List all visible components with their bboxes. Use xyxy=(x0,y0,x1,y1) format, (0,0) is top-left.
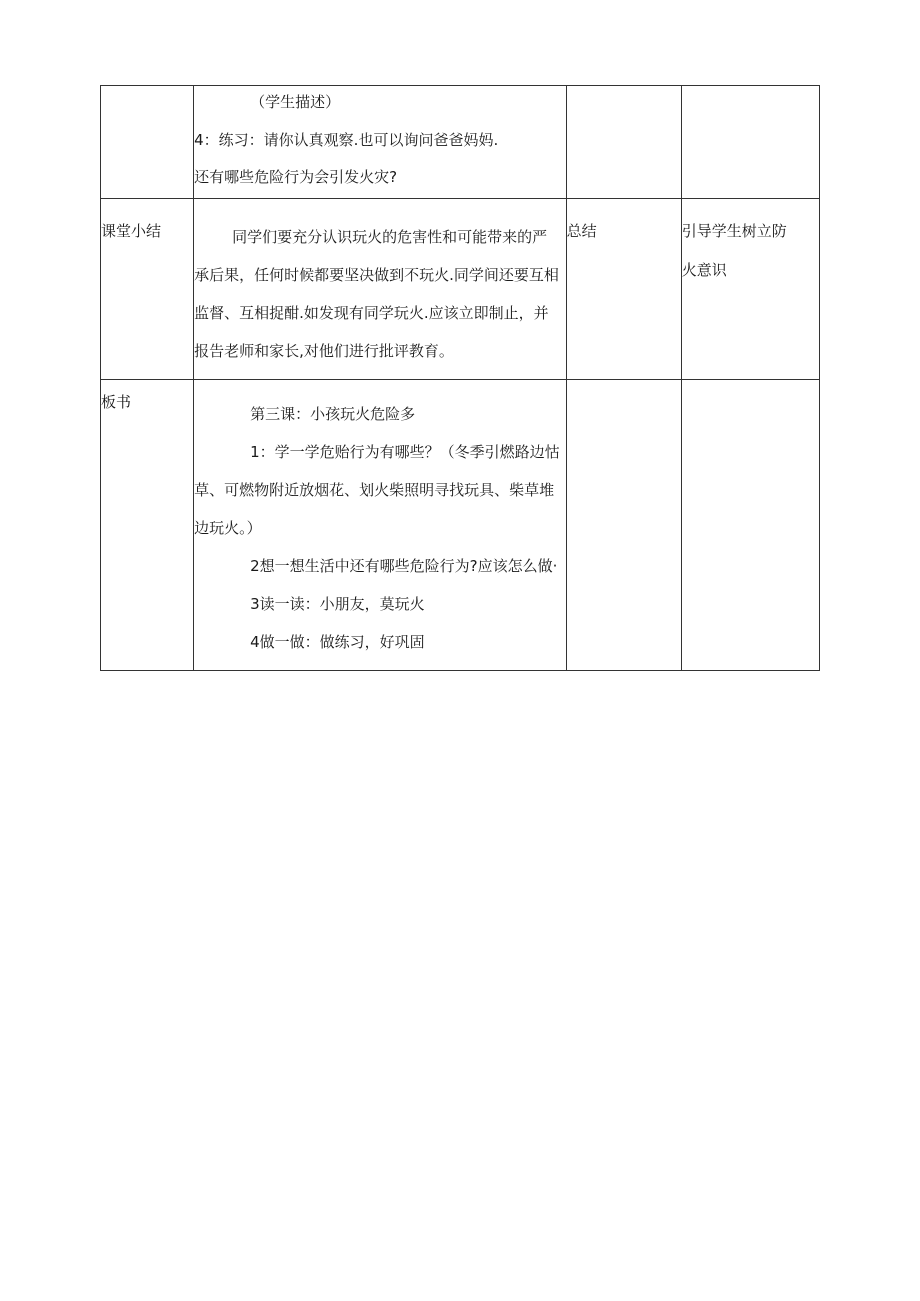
cell-activity-content xyxy=(194,86,567,199)
board-line-5: 2想一想生活中还有哪些危险行为?应该怎么做· xyxy=(250,557,558,575)
summary-line-4: 报告老师和家长,对他们进行批评教育。 xyxy=(194,342,454,360)
table-row-activity xyxy=(101,86,820,199)
summary-label-cell xyxy=(101,199,194,380)
table-row-board xyxy=(101,380,820,671)
board-line-6: 3读一读：小朋友，莫玩火 xyxy=(250,595,425,613)
board-line-7: 4做一做：做练习，好巩固 xyxy=(250,633,425,651)
table-row-summary xyxy=(101,199,820,380)
summary-line-2: 承后果，任何时候都要坚决做到不玩火.同学间还要互相 xyxy=(194,266,559,284)
board-line-4: 边玩火。） xyxy=(194,519,262,537)
board-content-cell xyxy=(194,380,567,671)
summary-col3-cell xyxy=(566,199,681,380)
board-line-2: 1：学一学危贻行为有哪些？（冬季引燃路边怙 xyxy=(250,443,560,461)
board-label: 板书 xyxy=(101,393,132,411)
summary-line-3: 监督、互相捉酣.如发现有同学玩火.应该立即制止，并 xyxy=(194,304,549,322)
summary-label: 课堂小结 xyxy=(101,222,162,240)
student-describe-text: （学生描述） xyxy=(250,93,341,111)
summary-col3-text: 总结 xyxy=(566,222,597,240)
cell-empty-col3 xyxy=(566,86,681,199)
summary-col4-line-1: 引导学生树立防 xyxy=(681,222,787,240)
board-label-cell xyxy=(101,380,194,671)
practice-text: 4：练习：请你认真观察.也可以询问爸爸妈妈. xyxy=(194,131,499,149)
lesson-plan-table xyxy=(100,85,820,671)
board-line-3: 草、可燃物附近放烟花、划火柴照明寻找玩具、柴草堆 xyxy=(194,481,555,499)
summary-content-cell xyxy=(194,199,567,380)
question-text: 还有哪些危险行为会引发火灾? xyxy=(194,168,398,186)
summary-col4-line-2: 火意识 xyxy=(681,261,727,279)
summary-col4-cell xyxy=(681,199,819,380)
board-col3-cell xyxy=(566,380,681,671)
cell-empty-label xyxy=(101,86,194,199)
board-line-1: 第三课：小孩玩火危险多 xyxy=(250,405,416,423)
board-col4-cell xyxy=(681,380,819,671)
cell-empty-col4 xyxy=(681,86,819,199)
summary-line-1: 同学们要充分认识玩火的危害性和可能带来的严 xyxy=(232,228,548,246)
